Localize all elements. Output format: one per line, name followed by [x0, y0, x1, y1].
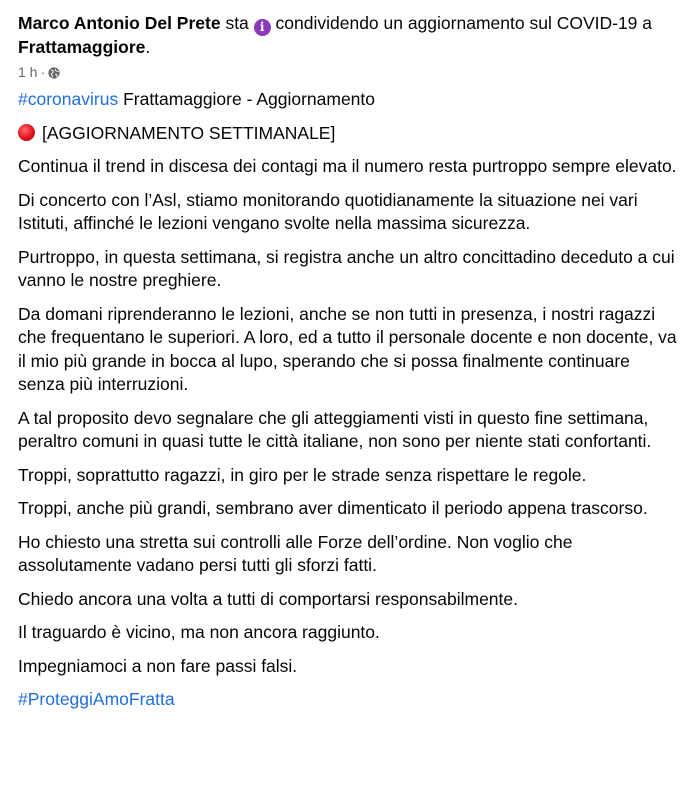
paragraph-3: Purtroppo, in questa settimana, si registra anche un altro concittadino deceduto a cui vanno le nostre preghiere. [18, 246, 675, 290]
update-title-line [18, 122, 681, 146]
intro-text: Frattamaggiore - Aggiornamento [118, 89, 376, 109]
paragraph-2: Di concerto con l’Asl, stiamo monitorando quotidianamente la situazione nei vari Istituti, affinché le lezioni vengano svolte nella massima sicurezza. [18, 189, 638, 233]
header-text-period: . [145, 37, 151, 57]
meta-separator: · [40, 64, 46, 80]
paragraph-6: Troppi, soprattutto ragazzi, in giro per le strade senza rispettare le regole. [18, 464, 587, 485]
paragraph-9: Chiedo ancora una volta a tutti di comportarsi responsabilmente. [18, 588, 518, 609]
author-name[interactable]: Marco Antonio Del Prete [18, 13, 221, 33]
paragraph-1: Continua il trend in discesa dei contagi ma il numero resta purtroppo sempre elevato. [18, 156, 677, 176]
update-title: [AGGIORNAMENTO SETTIMANALE] [42, 122, 336, 143]
intro-line [18, 88, 681, 112]
hashtag-coronavirus[interactable]: #coronavirus [18, 89, 119, 109]
hashtag-proteggiamofratta[interactable]: #ProteggiAmoFratta [18, 689, 175, 709]
post-meta [18, 62, 681, 82]
closing-line [18, 688, 681, 712]
header-text-sta: sta [220, 13, 254, 33]
post-header [18, 12, 681, 58]
post-timestamp[interactable]: 1 h [18, 64, 38, 80]
red-circle-icon [18, 124, 35, 141]
paragraph-4: Da domani riprenderanno le lezioni, anche se non tutti in presenza, i nostri ragazzi che frequentano le superiori. A loro, ed a tutto il personale docente e non docente, va il mio più grande in bocca al lupo, sperando che si possa finalmente continuare senza più interruzioni. [18, 303, 677, 394]
globe-icon[interactable] [48, 66, 60, 78]
place-name[interactable]: Frattamaggiore [18, 37, 146, 57]
paragraph-8: Ho chiesto una stretta sui controlli alle Forze dell’ordine. Non voglio che assolutamente vadano persi tutti gli sforzi fatti. [18, 531, 573, 575]
paragraph-5: A tal proposito devo segnalare che gli atteggiamenti visti in questo fine settimana, peraltro comuni in quasi tutte le città italiane, non sono per niente stati confortanti. [18, 407, 652, 451]
paragraph-7: Troppi, anche più grandi, sembrano aver dimenticato il periodo appena trascorso. [18, 498, 648, 518]
header-text-action: condividendo un aggiornamento sul COVID-19 a [270, 13, 652, 33]
post-body [18, 88, 681, 712]
covid-info-icon[interactable]: i [254, 19, 271, 36]
paragraph-11: Impegniamoci a non fare passi falsi. [18, 655, 298, 676]
paragraph-10: Il traguardo è vicino, ma non ancora raggiunto. [18, 622, 380, 642]
